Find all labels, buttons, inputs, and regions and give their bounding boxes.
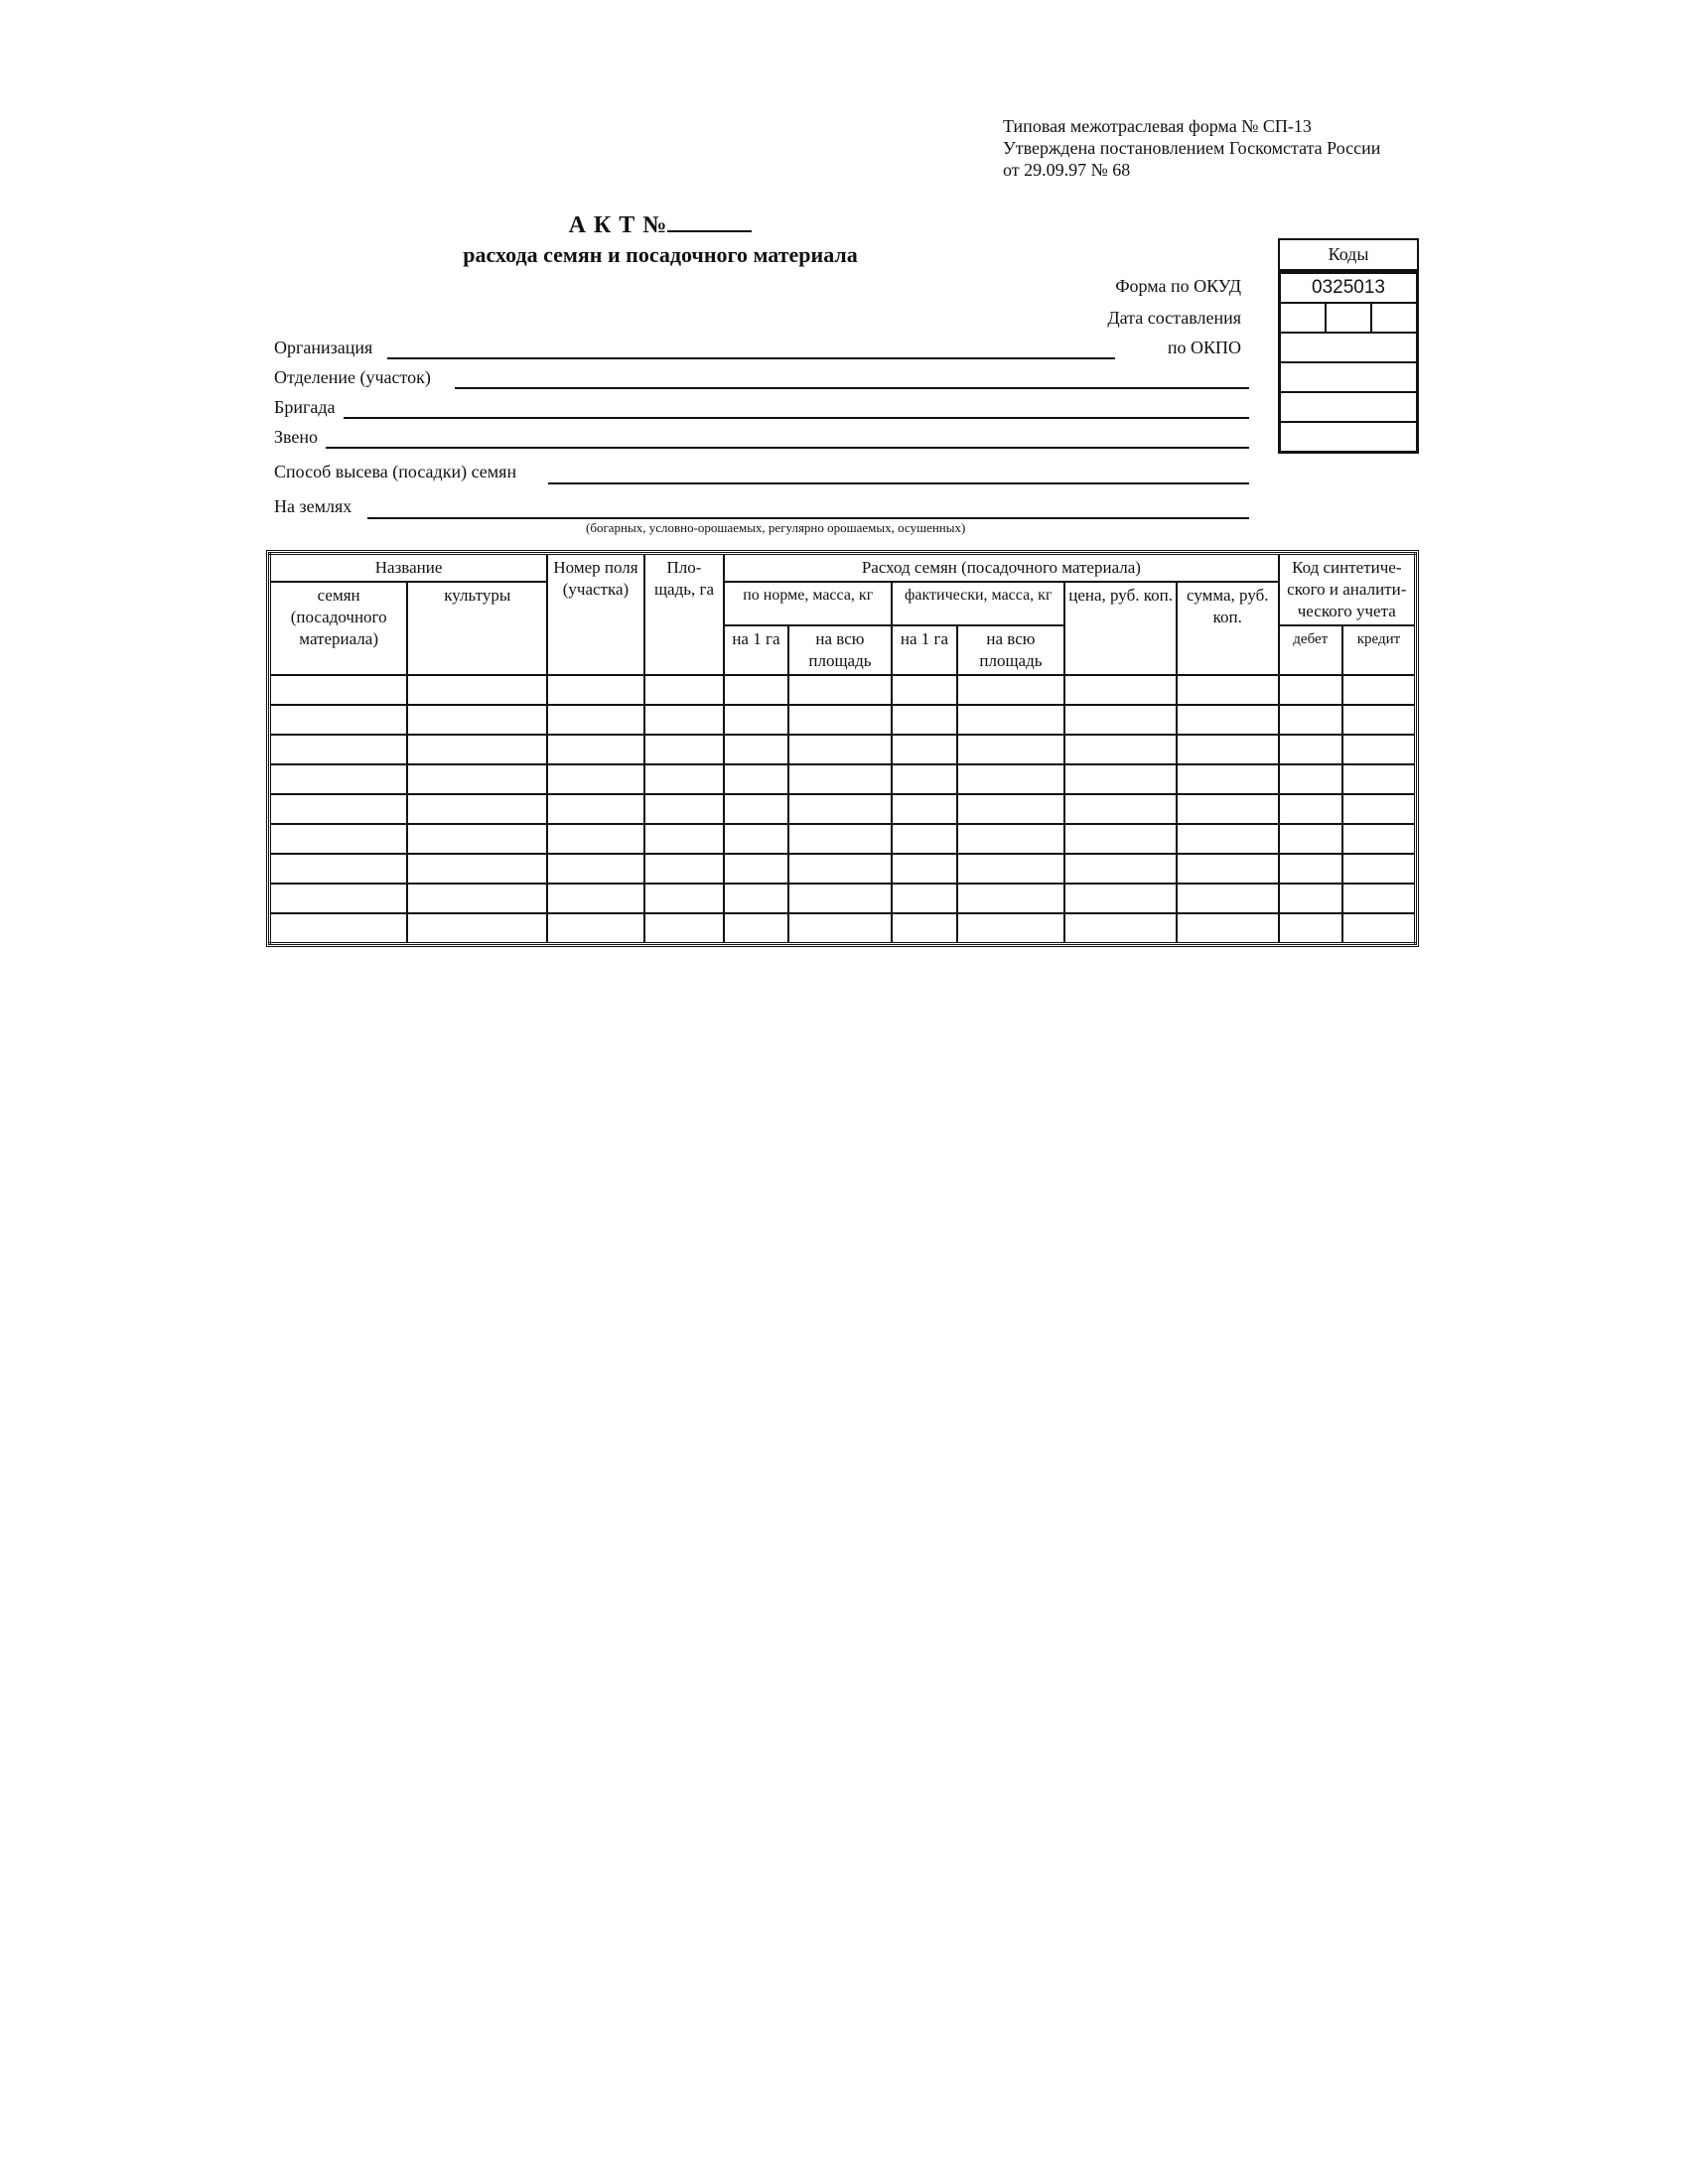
table-cell[interactable] [547,854,644,884]
table-cell[interactable] [892,854,956,884]
act-title: А К Т № [568,212,668,238]
col-actual: фактически, масса, кг [892,582,1064,625]
col-account-code: Код синтетиче-ского и аналити-ческого учета [1279,554,1416,626]
col-name: Название [270,554,548,583]
document-title [397,208,923,270]
codes-header: Коды [1280,240,1417,271]
table-cell[interactable] [724,735,787,764]
table-cell[interactable] [957,824,1065,854]
okpo-code[interactable] [1281,334,1416,363]
table-cell[interactable] [644,735,724,764]
table-cell[interactable] [1279,675,1342,705]
date-code-cells[interactable] [1281,304,1416,334]
table-cell[interactable] [1342,764,1416,794]
table-cell[interactable] [1342,705,1416,735]
unit-code[interactable] [1281,423,1416,451]
table-cell[interactable] [1279,913,1342,944]
table-cell[interactable] [1342,675,1416,705]
table-cell[interactable] [270,854,408,884]
table-row [270,735,1416,764]
table-cell[interactable] [1177,824,1279,854]
table-row [270,884,1416,913]
table-cell[interactable] [547,675,644,705]
table-cell[interactable] [644,794,724,824]
table-cell[interactable] [270,884,408,913]
table-cell[interactable] [1177,764,1279,794]
table-cell[interactable] [644,764,724,794]
table-cell[interactable] [270,735,408,764]
department-code[interactable] [1281,363,1416,393]
table-cell[interactable] [270,913,408,944]
table-cell[interactable] [407,913,547,944]
table-cell[interactable] [644,675,724,705]
table-cell[interactable] [1279,794,1342,824]
table-cell[interactable] [892,764,956,794]
table-cell[interactable] [788,764,893,794]
table-cell[interactable] [892,884,956,913]
col-credit: кредит [1342,625,1416,675]
table-cell[interactable] [407,735,547,764]
col-by-norm: по норме, масса, кг [724,582,892,625]
approval-line: Утверждена постановлением Госкомстата России [1003,138,1381,158]
table-cell[interactable] [724,824,787,854]
table-cell[interactable] [788,794,893,824]
table-cell[interactable] [957,854,1065,884]
table-cell[interactable] [644,884,724,913]
table-cell[interactable] [407,824,547,854]
table-cell[interactable] [957,764,1065,794]
table-cell[interactable] [957,794,1065,824]
lands-hint: (богарных, условно-орошаемых, регулярно орошаемых, осушенных) [586,520,966,535]
table-cell[interactable] [1064,675,1177,705]
department-label: Отделение (участок) [274,367,431,387]
col-seeds: семян (посадочного материала) [270,582,408,675]
table-cell[interactable] [407,705,547,735]
table-cell[interactable] [1064,794,1177,824]
col-actual-total: на всю площадь [957,625,1065,675]
table-cell[interactable] [788,854,893,884]
act-number-field[interactable] [667,208,752,232]
form-header-note [1003,115,1380,181]
table-cell[interactable] [1064,884,1177,913]
table-cell[interactable] [724,854,787,884]
table-cell[interactable] [407,794,547,824]
table-cell[interactable] [1342,735,1416,764]
table-row [270,854,1416,884]
table-cell[interactable] [892,824,956,854]
table-cell[interactable] [1177,705,1279,735]
organization-field[interactable] [387,357,1115,359]
date-label: Дата составления [1107,308,1241,328]
table-cell[interactable] [788,824,893,854]
table-cell[interactable] [892,675,956,705]
table-cell[interactable] [1279,705,1342,735]
table-cell[interactable] [1279,735,1342,764]
table-cell[interactable] [270,794,408,824]
lands-label: На землях [274,496,352,516]
sowing-method-field[interactable] [548,482,1249,484]
table-cell[interactable] [1279,884,1342,913]
act-subtitle: расхода семян и посадочного материала [463,242,858,267]
brigade-code[interactable] [1281,393,1416,423]
table-row [270,764,1416,794]
okud-code: 0325013 [1281,274,1416,304]
table-cell[interactable] [547,884,644,913]
table-cell[interactable] [644,705,724,735]
table-cell[interactable] [270,705,408,735]
table-cell[interactable] [1177,675,1279,705]
table-cell[interactable] [957,705,1065,735]
table-cell[interactable] [644,913,724,944]
table-cell[interactable] [892,794,956,824]
table-cell[interactable] [957,735,1065,764]
col-sum: сумма, руб. коп. [1177,582,1279,675]
table-cell[interactable] [892,913,956,944]
table-cell[interactable] [1279,824,1342,854]
table-cell[interactable] [1279,854,1342,884]
table-cell[interactable] [547,705,644,735]
table-cell[interactable] [547,735,644,764]
col-area: Пло-щадь, га [644,554,724,676]
table-cell[interactable] [1342,884,1416,913]
col-norm-per-ha: на 1 га [724,625,787,675]
col-norm-total: на всю площадь [788,625,893,675]
department-field[interactable] [455,387,1249,389]
table-cell[interactable] [547,764,644,794]
table-cell[interactable] [1177,913,1279,944]
table-row [270,824,1416,854]
table-cell[interactable] [1279,764,1342,794]
brigade-field[interactable] [344,417,1249,419]
table-cell[interactable] [892,735,956,764]
col-crops: культуры [407,582,547,675]
unit-field[interactable] [326,447,1249,449]
col-price: цена, руб. коп. [1064,582,1177,675]
table-cell[interactable] [724,913,787,944]
codes-box [1278,238,1419,454]
table-cell[interactable] [724,884,787,913]
table-cell[interactable] [1342,794,1416,824]
table-cell[interactable] [1342,854,1416,884]
table-row [270,705,1416,735]
table-cell[interactable] [957,884,1065,913]
sowing-method-label: Способ высева (посадки) семян [274,462,517,481]
organization-label: Организация [274,338,373,357]
col-consumption: Расход семян (посадочного материала) [724,554,1278,583]
brigade-label: Бригада [274,397,336,417]
table-cell[interactable] [1177,794,1279,824]
table-cell[interactable] [547,794,644,824]
table-cell[interactable] [788,675,893,705]
table-row [270,794,1416,824]
table-cell[interactable] [1064,705,1177,735]
table-cell[interactable] [957,913,1065,944]
table-cell[interactable] [644,854,724,884]
table-cell[interactable] [547,913,644,944]
table-cell[interactable] [1342,824,1416,854]
table-cell[interactable] [407,854,547,884]
col-field-no: Номер поля (участка) [547,554,644,676]
table-cell[interactable] [1064,764,1177,794]
table-cell[interactable] [788,735,893,764]
unit-label: Звено [274,427,319,447]
table-cell[interactable] [788,884,893,913]
table-row [270,913,1416,944]
table-cell[interactable] [1342,913,1416,944]
table-cell[interactable] [1177,884,1279,913]
table-cell[interactable] [407,884,547,913]
table-cell[interactable] [270,675,408,705]
table-cell[interactable] [1064,854,1177,884]
table-cell[interactable] [1177,854,1279,884]
table-cell[interactable] [724,675,787,705]
okud-label: Форма по ОКУД [1115,276,1241,296]
col-actual-per-ha: на 1 га [892,625,956,675]
lands-field[interactable] [367,517,1249,519]
col-debit: дебет [1279,625,1342,675]
form-type-line: Типовая межотраслевая форма № СП-13 [1003,116,1312,136]
table-row [270,675,1416,705]
table-body [270,675,1416,944]
table-cell[interactable] [724,794,787,824]
table-cell[interactable] [1177,735,1279,764]
table-cell[interactable] [724,764,787,794]
table-cell[interactable] [407,675,547,705]
table-cell[interactable] [644,824,724,854]
table-cell[interactable] [892,705,956,735]
seed-consumption-table [268,552,1417,945]
okpo-label: по ОКПО [1167,338,1241,357]
table-cell[interactable] [1064,824,1177,854]
table-cell[interactable] [270,824,408,854]
codes-grid [1278,271,1419,454]
table-cell[interactable] [1064,735,1177,764]
table-cell[interactable] [547,824,644,854]
table-cell[interactable] [957,675,1065,705]
table-cell[interactable] [270,764,408,794]
table-cell[interactable] [724,705,787,735]
approval-date-line: от 29.09.97 № 68 [1003,160,1131,180]
table-cell[interactable] [788,705,893,735]
table-cell[interactable] [407,764,547,794]
table-cell[interactable] [1064,913,1177,944]
table-cell[interactable] [788,913,893,944]
